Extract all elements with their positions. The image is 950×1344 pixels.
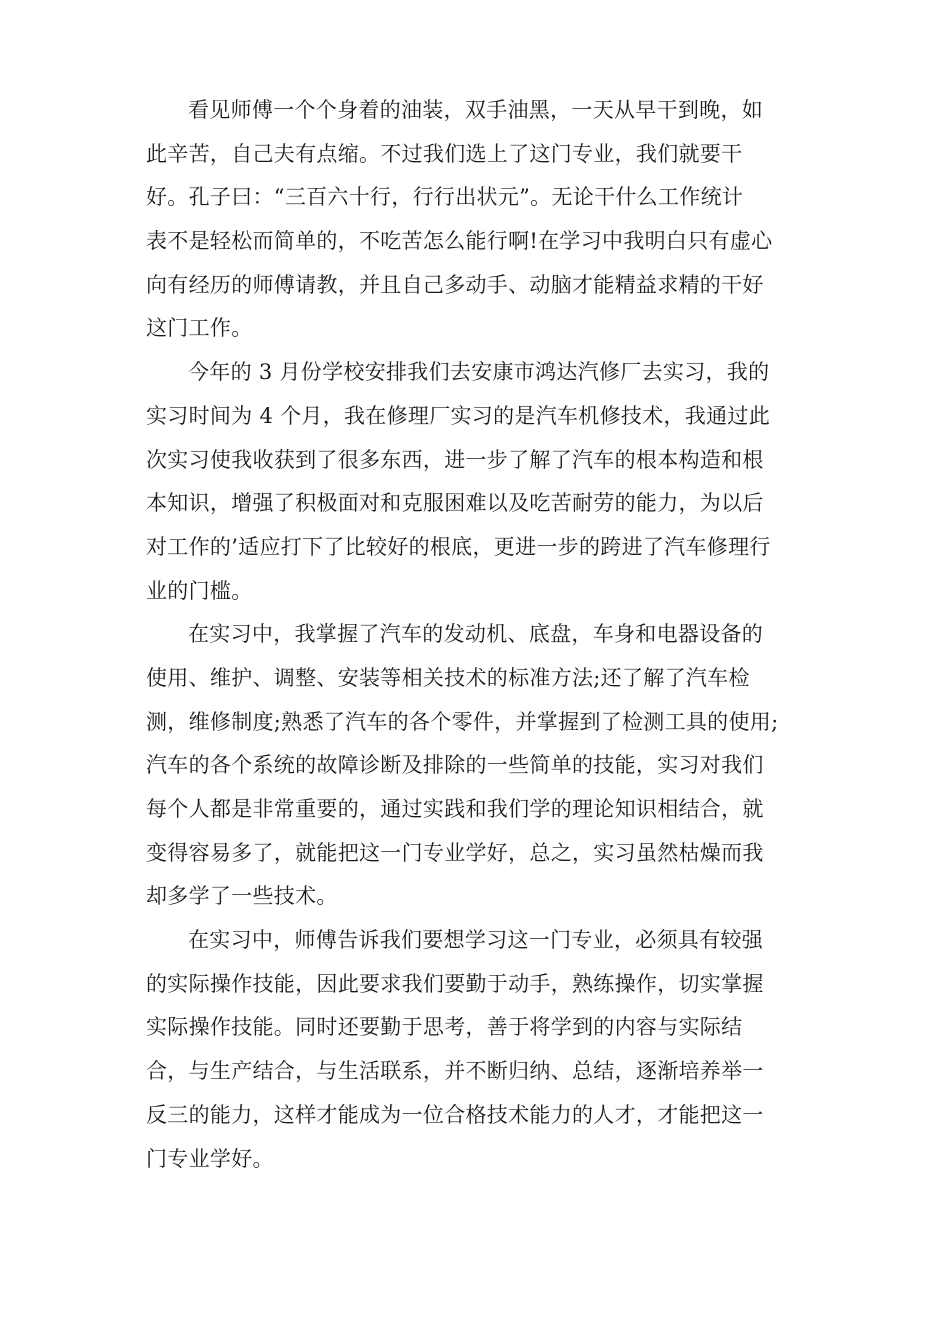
paragraph-1-line-5: 向有经历的师傅请教，并且自己多动手、动脑才能精益求精的干好	[146, 272, 764, 297]
paragraph-4-line-4: 合，与生产结合，与生活联系，并不断归纳、总结，逐渐培养举一	[146, 1059, 764, 1084]
paragraph-3-line-3: 测，维修制度;熟悉了汽车的各个零件，并掌握到了检测工具的使用;	[146, 709, 779, 734]
paragraph-4-line-1: 在实习中，师傅告诉我们要想学习这一门专业，必须具有较强	[188, 928, 764, 953]
paragraph-4-line-2: 的实际操作技能，因此要求我们要勤于动手，熟练操作，切实掌握	[146, 971, 764, 996]
paragraph-1-line-2: 此辛苦，自己夫有点缩。不过我们选上了这门专业，我们就要干	[146, 141, 743, 166]
paragraph-4-line-5: 反三的能力，这样才能成为一位合格技术能力的人才，才能把这一	[146, 1102, 764, 1127]
paragraph-3-line-5: 每个人都是非常重要的，通过实践和我们学的理论知识相结合，就	[146, 797, 764, 821]
paragraph-1-line-4: 表不是轻松而简单的，不吃苦怎么能行啊!在学习中我明白只有虚心	[146, 229, 773, 254]
paragraph-4-line-3: 实际操作技能。同时还要勤于思考，善于将学到的内容与实际结	[146, 1015, 743, 1040]
paragraph-3-line-6: 变得容易多了，就能把这一门专业学好，总之，实习虽然枯燥而我	[146, 840, 764, 865]
paragraph-3-line-4: 汽车的各个系统的故障诊断及排除的一些简单的技能，实习对我们	[146, 753, 764, 778]
document-body	[146, 89, 826, 1181]
paragraph-1-line-3: 好。孔子曰：“三百六十行，行行出状元”。无论干什么工作统计	[146, 185, 744, 210]
paragraph-2-line-2: 实习时间为 4 个月，我在修理厂实习的是汽车机修技术，我通过此	[146, 403, 771, 428]
paragraph-1-line-6: 这门工作。	[146, 316, 253, 341]
paragraph-2-line-6: 业的门槛。	[146, 578, 253, 603]
paragraph-2-line-5: 对工作的’适应打下了比较好的根底，更进一步的跨进了汽车修理行	[146, 534, 771, 559]
paragraph-3-line-7: 却多学了一些技术。	[146, 884, 338, 909]
paragraph-2-line-4: 本知识，增强了积极面对和克服困难以及吃苦耐劳的能力，为以后	[146, 491, 764, 516]
paragraph-3-line-2: 使用、维护、调整、安装等相关技术的标准方法;还了解了汽车检	[146, 665, 750, 690]
paragraph-2-line-1: 今年的 3 月份学校安排我们去安康市鸿达汽修厂去实习，我的	[188, 360, 770, 385]
paragraph-1-line-1: 看见师傅一个个身着的油装，双手油黑，一天从早干到晚，如	[188, 98, 764, 122]
paragraph-4-line-6: 门专业学好。	[146, 1146, 274, 1171]
paragraph-2-line-3: 次实习使我收获到了很多东西，进一步了解了汽车的根本构造和根	[146, 447, 764, 472]
paragraph-3-line-1: 在实习中，我掌握了汽车的发动机、底盘，车身和电器设备的	[188, 622, 764, 647]
